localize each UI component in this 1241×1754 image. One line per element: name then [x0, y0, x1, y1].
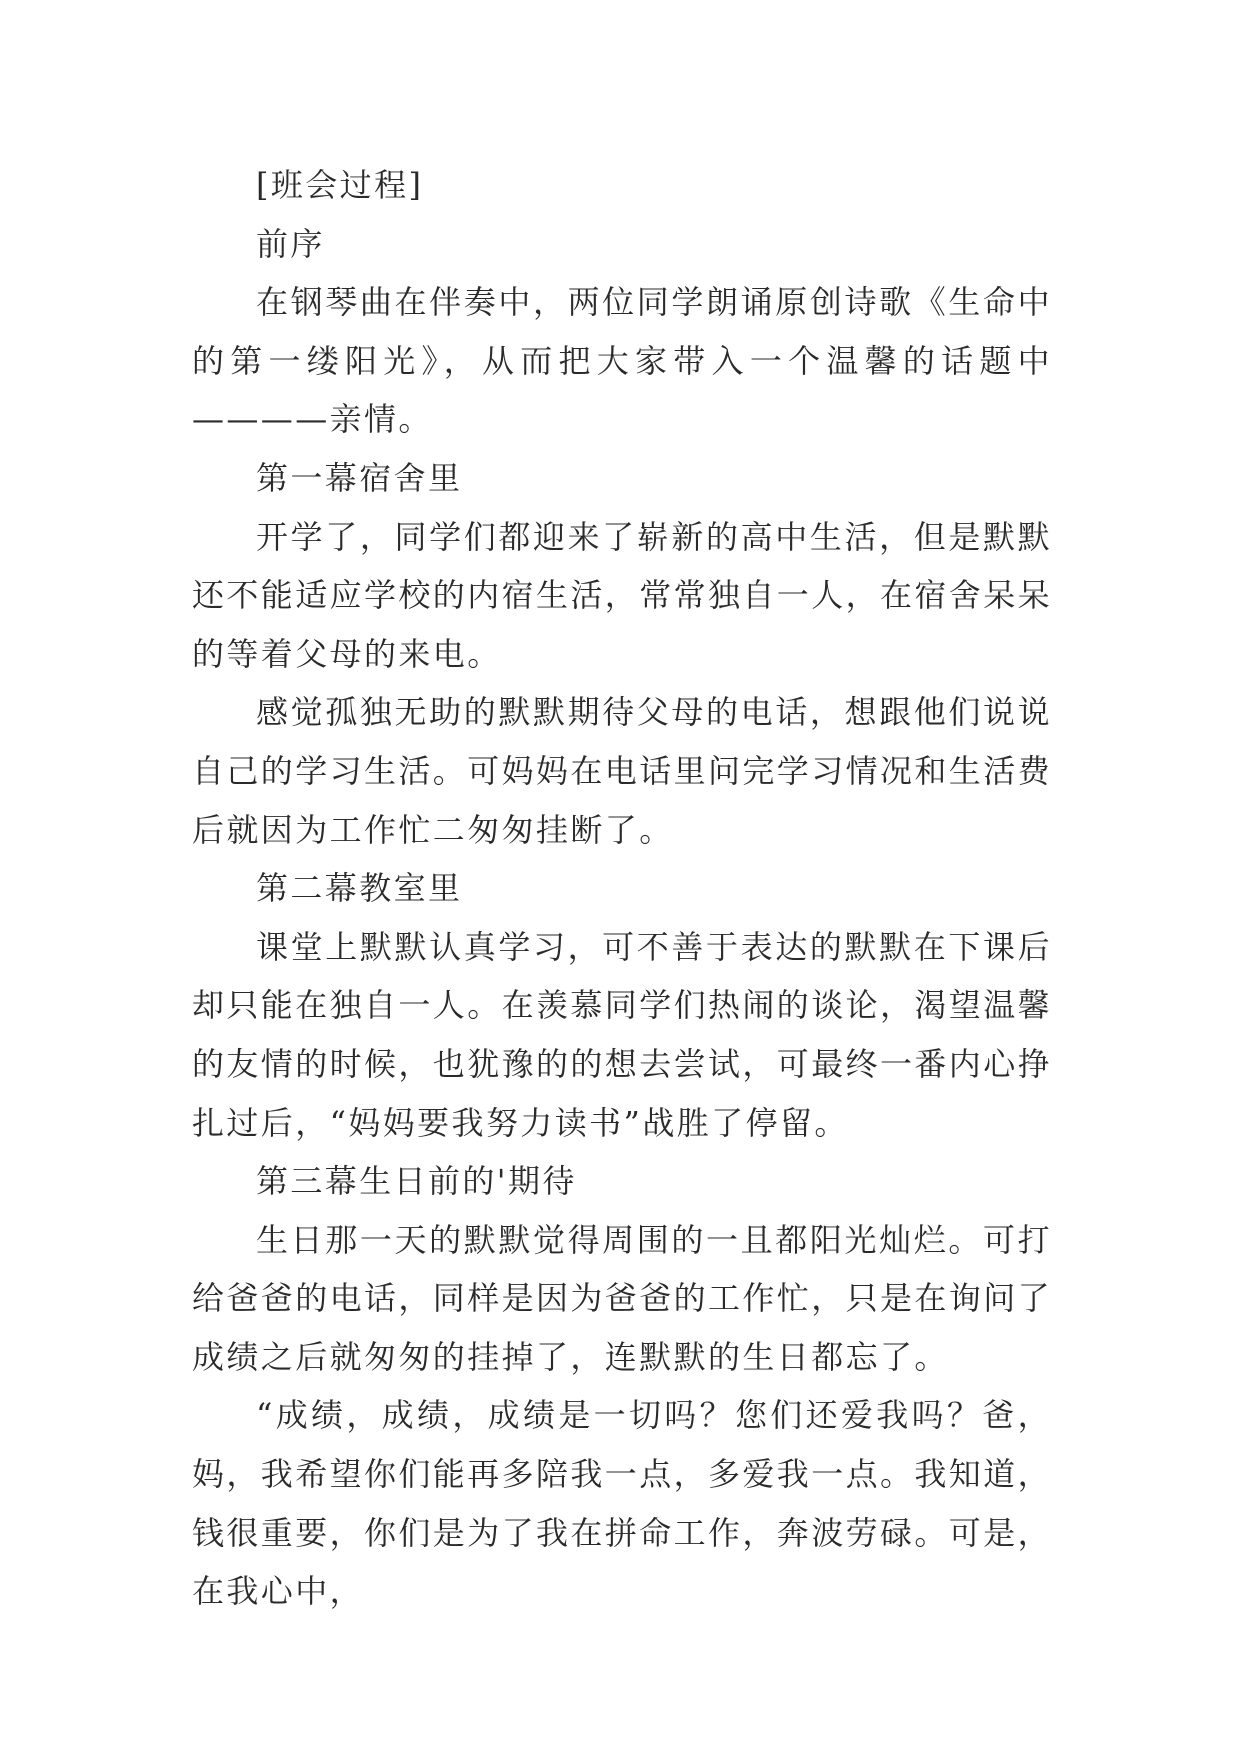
paragraph-heading-act-one: 第一幕宿舍里 — [256, 458, 463, 497]
document-body — [192, 156, 1052, 1621]
paragraph: “成绩，成绩，成绩是一切吗？您们还爱我吗？爸，妈，我希望你们能再多陪我一点，多爱我一点。我知道，钱很重要，你们是为了我在拼命工作，奔波劳碌。可是，在我心中， — [192, 1396, 1053, 1611]
paragraph-heading-process: [班会过程] — [256, 166, 424, 204]
paragraph-heading-prelude: 前序 — [256, 224, 325, 263]
paragraph: 课堂上默默认真学习，可不善于表达的默默在下课后却只能在独自一人。在羡慕同学们热闹的谈论，渴望温馨的友情的时候，也犹豫的的想去尝试，可最终一番内心挣扎过后，“妈妈要我努力读书”战胜了停留。 — [192, 927, 1053, 1142]
paragraph-heading-act-two: 第二幕教室里 — [256, 869, 463, 908]
paragraph-heading-act-three: 第三幕生日前的'期待 — [256, 1162, 577, 1201]
paragraph: 生日那一天的默默觉得周围的一且都阳光灿烂。可打给爸爸的电话，同样是因为爸爸的工作忙，只是在询问了成绩之后就匆匆的挂掉了，连默默的生日都忘了。 — [192, 1220, 1053, 1376]
paragraph: 感觉孤独无助的默默期待父母的电话，想跟他们说说自己的学习生活。可妈妈在电话里问完学习情况和生活费后就因为工作忙二匆匆挂断了。 — [192, 693, 1053, 849]
paragraph: 开学了，同学们都迎来了崭新的高中生活，但是默默还不能适应学校的内宿生活，常常独自一人，在宿舍呆呆的等着父母的来电。 — [192, 517, 1053, 673]
paragraph: 在钢琴曲在伴奏中，两位同学朗诵原创诗歌《生命中的第一缕阳光》，从而把大家带入一个温馨的话题中————亲情。 — [192, 283, 1052, 439]
